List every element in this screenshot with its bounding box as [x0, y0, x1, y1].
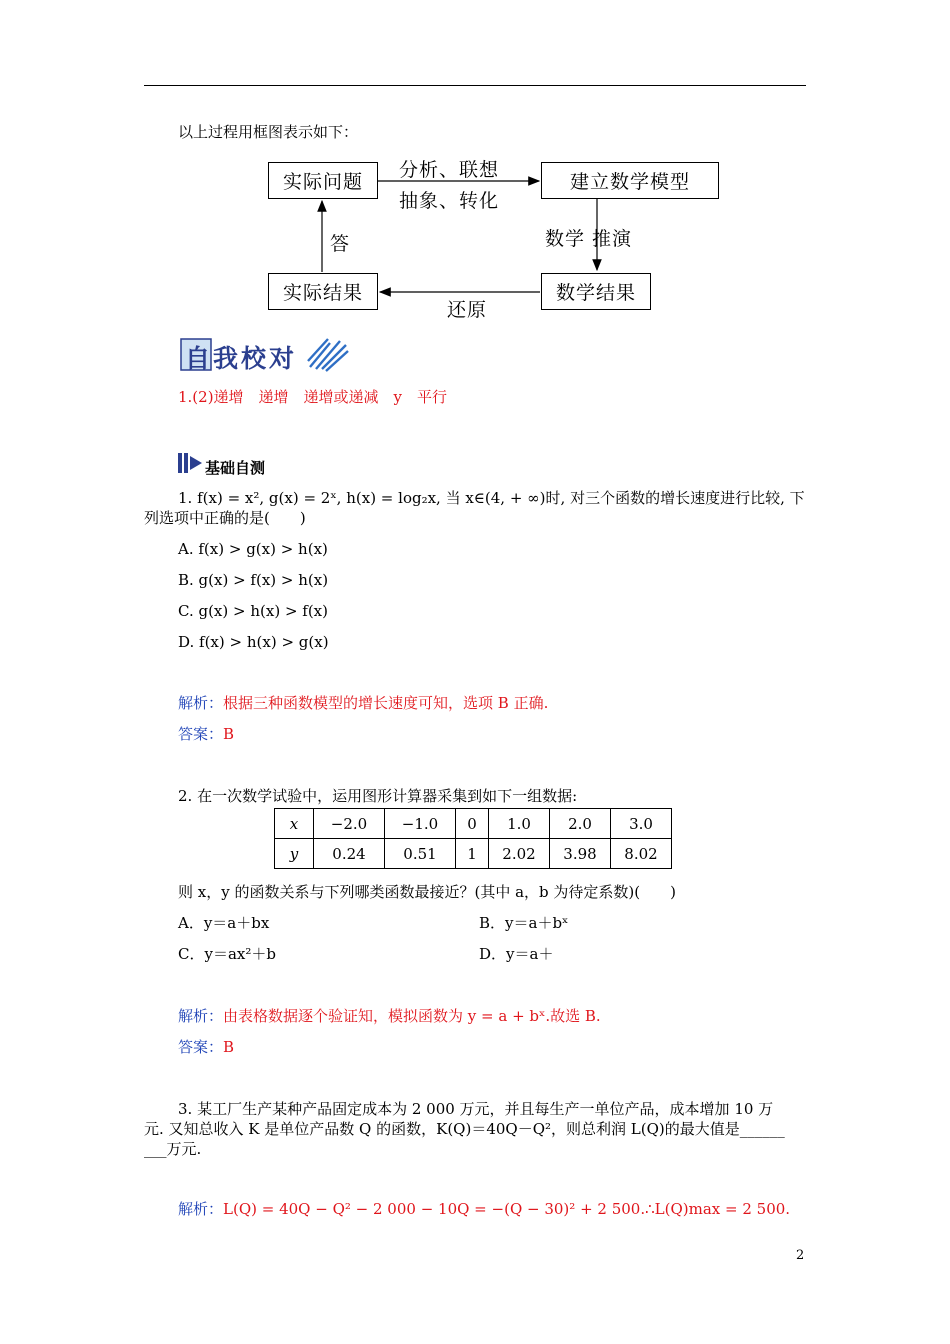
table-cell: 2.0 [550, 809, 611, 839]
label-abstract: 抽象、转化 [399, 190, 500, 212]
table-cell: 3.0 [611, 809, 672, 839]
q1-option-c: C. g(x) > h(x) > f(x) [178, 602, 328, 620]
q2-stem: 2. 在一次数学试验中，运用图形计算器采集到如下一组数据: [178, 787, 578, 805]
q1-answer [178, 724, 234, 744]
table-cell: −2.0 [314, 809, 385, 839]
q2-option-b: B．y＝a＋bˣ [479, 914, 569, 932]
q2-answer-label: 答案： [178, 1038, 224, 1056]
q1-analysis-label: 解析： [178, 694, 224, 712]
q1-stem-line1: 1. f(x) = x², g(x) = 2ˣ, h(x) = log₂x, 当 x∈(4, + ∞)时, 对三个函数的增长速度进行比较, 下 [178, 489, 805, 507]
q2-option-a: A．y＝a＋bx [178, 914, 270, 932]
table-cell: 0.24 [314, 839, 385, 869]
table-row-y [275, 839, 672, 869]
table-cell: x [275, 809, 314, 839]
table-cell: 1.0 [489, 809, 550, 839]
q3-line1: 3. 某工厂生产某种产品固定成本为 2 000 万元，并且每生产一单位产品，成本增加 10 万 [178, 1100, 774, 1118]
box-real-problem: 实际问题 [268, 162, 378, 199]
label-answer: 答 [330, 233, 351, 255]
q2-analysis [178, 1006, 601, 1026]
q3-analysis-text: L(Q) = 40Q − Q² − 2 000 − 10Q = −(Q − 30)² + 2 500.∴L(Q)max = 2 500. [223, 1200, 791, 1218]
self-check-banner [180, 337, 350, 373]
q2-analysis-label: 解析： [178, 1007, 224, 1025]
box-build-model: 建立数学模型 [541, 162, 719, 199]
q2-option-d: D．y＝a＋ [479, 945, 554, 963]
table-cell: 2.02 [489, 839, 550, 869]
banner-text: 自我校对 [185, 344, 298, 373]
table-row-x [275, 809, 672, 839]
table-cell: 0 [456, 809, 489, 839]
q2-answer [178, 1037, 234, 1057]
q2-question: 则 x，y 的函数关系与下列哪类函数最接近？(其中 a，b 为待定系数)( ) [178, 883, 676, 901]
table-cell: y [275, 839, 314, 869]
q2-answer-value: B [223, 1038, 235, 1056]
label-deduce: 数学 推演 [545, 228, 633, 250]
q1-option-b: B. g(x) > f(x) > h(x) [178, 571, 329, 589]
table-cell: −1.0 [385, 809, 456, 839]
q3-line2: 元. 又知总收入 K 是单位产品数 Q 的函数，K(Q)＝40Q－Q²，则总利润 L(Q)的最大值是______ [144, 1120, 785, 1138]
label-analyze: 分析、联想 [399, 159, 500, 181]
box-math-result: 数学结果 [541, 273, 651, 310]
answer-line: 1.(2)递增 递增 递增或递减 y 平行 [178, 388, 448, 406]
q1-answer-value: B [223, 725, 235, 743]
q1-option-a: A. f(x) > g(x) > h(x) [178, 540, 328, 558]
box-real-result: 实际结果 [268, 273, 378, 310]
q2-data-table [274, 808, 672, 869]
label-restore: 还原 [447, 299, 488, 321]
bar-marker-icon [178, 452, 208, 474]
table-cell: 3.98 [550, 839, 611, 869]
q1-analysis [178, 693, 548, 713]
q3-analysis-label: 解析： [178, 1200, 224, 1218]
table-cell: 0.51 [385, 839, 456, 869]
q1-analysis-text: 根据三种函数模型的增长速度可知，选项 B 正确. [223, 694, 549, 712]
page-number: 2 [796, 1248, 805, 1263]
q3-analysis [178, 1199, 790, 1219]
intro-text: 以上过程用框图表示如下： [178, 123, 359, 141]
q1-answer-label: 答案： [178, 725, 224, 743]
q3-line3: ___万元. [144, 1140, 202, 1158]
q1-stem-line2: 列选项中正确的是( ) [144, 509, 306, 527]
q1-option-d: D. f(x) > h(x) > g(x) [178, 633, 329, 651]
q2-analysis-text: 由表格数据逐个验证知，模拟函数为 y = a + bˣ.故选 B. [223, 1007, 601, 1025]
q2-option-c: C．y＝ax²＋b [178, 945, 276, 963]
table-cell: 8.02 [611, 839, 672, 869]
section2-title: 基础自测 [205, 459, 266, 477]
table-cell: 1 [456, 839, 489, 869]
